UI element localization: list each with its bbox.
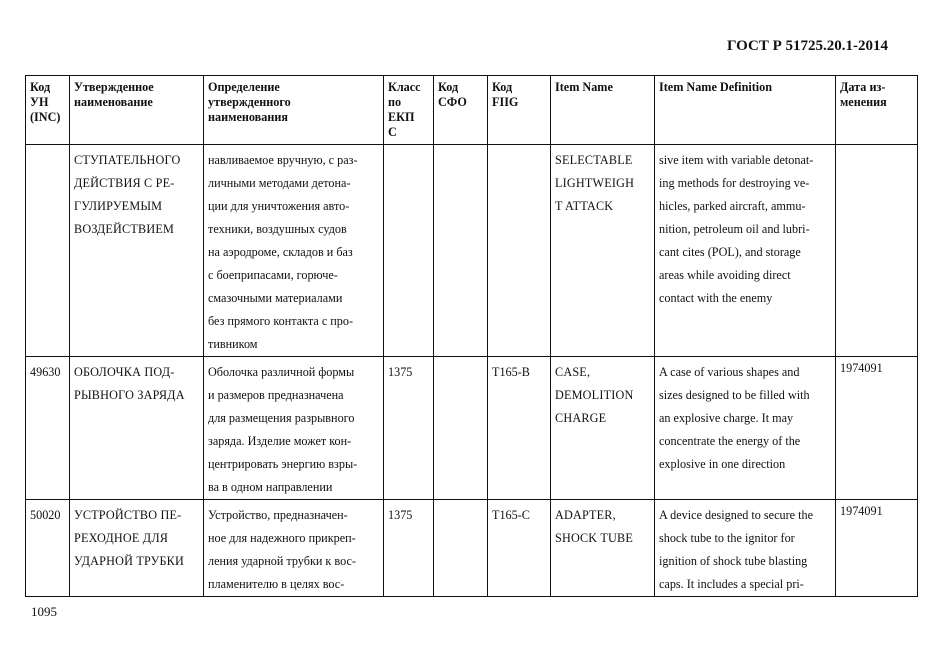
cell-line: cant cites (POL), and storage [659, 245, 801, 259]
cell-line: A device designed to secure the [659, 508, 813, 522]
cell-line: навливаемое вручную, с раз- [208, 153, 358, 167]
cell-value: T165-C [492, 508, 530, 522]
header-line: по [388, 95, 402, 109]
cell-line: РЫВНОГО ЗАРЯДА [74, 388, 185, 402]
cell-line: на аэродроме, складов и баз [208, 245, 353, 259]
cell-line: SELECTABLE [555, 153, 633, 167]
cell-value: T165-B [492, 365, 530, 379]
cell-value: 1375 [388, 365, 413, 379]
cell-class [384, 357, 434, 500]
header-line: наименования [208, 110, 288, 124]
cell-fiig [488, 357, 551, 500]
cell-line: ОБОЛОЧКА ПОД- [74, 365, 175, 379]
cell-line: Устройство, предназначен- [208, 508, 348, 522]
cell-line: an explosive charge. It may [659, 411, 794, 425]
cell-item-definition [655, 357, 836, 500]
cell-line: ГУЛИРУЕМЫМ [74, 199, 163, 213]
cell-line: hicles, parked aircraft, ammu- [659, 199, 806, 213]
column-class [384, 76, 434, 145]
table-row [26, 145, 918, 357]
header-line: Item Name Definition [659, 80, 773, 94]
column-change-date [836, 76, 918, 145]
table-row [26, 357, 918, 500]
header-line: УН [30, 95, 49, 109]
page-number: 1095 [31, 604, 57, 619]
column-code-inc [26, 76, 70, 145]
cell-value: 1375 [388, 508, 413, 522]
header-line: Утвержденное [74, 80, 154, 94]
cell-approved-name [70, 357, 204, 500]
document-code: ГОСТ Р 51725.20.1-2014 [726, 38, 888, 54]
header-line: Дата из- [840, 80, 886, 94]
cell-change-date [836, 500, 918, 597]
cell-value: 49630 [30, 365, 61, 379]
cell-class [384, 145, 434, 357]
cell-line: ing methods for destroying ve- [659, 176, 810, 190]
cell-change-date [836, 357, 918, 500]
catalog-table [25, 75, 918, 597]
cell-sfo [434, 500, 488, 597]
cell-line: ВОЗДЕЙСТВИЕМ [74, 222, 175, 236]
cell-line: caps. It includes a special pri- [659, 577, 804, 591]
cell-line: contact with the enemy [659, 291, 773, 305]
cell-definition [204, 357, 384, 500]
cell-line: nition, petroleum oil and lubri- [659, 222, 810, 236]
cell-line: смазочными материалами [208, 291, 343, 305]
column-item-definition [655, 76, 836, 145]
column-item-name [551, 76, 655, 145]
header-line: (INC) [30, 110, 61, 124]
cell-line: личными методами детона- [208, 176, 351, 190]
table-row [26, 500, 918, 597]
cell-item-definition [655, 145, 836, 357]
header-line: Код [492, 80, 513, 94]
cell-line: пламенителю в целях вос- [208, 577, 345, 591]
column-fiig [488, 76, 551, 145]
cell-line: без прямого контакта с про- [208, 314, 354, 328]
cell-sfo [434, 145, 488, 357]
header-line: Код [438, 80, 459, 94]
cell-value: 1974091 [840, 361, 883, 375]
column-definition [204, 76, 384, 145]
cell-line: для размещения разрывного [208, 411, 355, 425]
header-line: СФО [438, 95, 467, 109]
cell-line: УДАРНОЙ ТРУБКИ [74, 554, 185, 568]
cell-line: с боеприпасами, горюче- [208, 268, 338, 282]
cell-value: 1974091 [840, 504, 883, 518]
header-line: ЕКП [388, 110, 415, 124]
header-line: С [388, 125, 397, 139]
header-line: Item Name [555, 80, 613, 94]
cell-line: concentrate the energy of the [659, 434, 801, 448]
cell-line: CASE, [555, 365, 591, 379]
cell-definition [204, 500, 384, 597]
cell-line: УСТРОЙСТВО ПЕ- [74, 508, 182, 522]
cell-fiig [488, 145, 551, 357]
cell-item-definition [655, 500, 836, 597]
cell-item-name [551, 357, 655, 500]
cell-sfo [434, 357, 488, 500]
cell-line: ADAPTER, [555, 508, 616, 522]
cell-fiig [488, 500, 551, 597]
cell-line: sizes designed to be filled with [659, 388, 810, 402]
cell-line: РЕХОДНОЕ ДЛЯ [74, 531, 169, 545]
cell-line: shock tube to the ignitor for [659, 531, 795, 545]
cell-item-name [551, 145, 655, 357]
column-sfo [434, 76, 488, 145]
cell-line: ва в одном направлении [208, 480, 333, 494]
cell-change-date [836, 145, 918, 357]
cell-line: T ATTACK [555, 199, 614, 213]
cell-line: Оболочка различной формы [208, 365, 355, 379]
cell-line: DEMOLITION [555, 388, 634, 402]
header-line: Код [30, 80, 51, 94]
cell-line: ное для надежного прикреп- [208, 531, 356, 545]
cell-line: sive item with variable detonat- [659, 153, 814, 167]
cell-line: ции для уничтожения авто- [208, 199, 350, 213]
header-line: менения [840, 95, 887, 109]
cell-line: A case of various shapes and [659, 365, 800, 379]
cell-line: explosive in one direction [659, 457, 786, 471]
cell-line: техники, воздушных судов [208, 222, 347, 236]
cell-approved-name [70, 145, 204, 357]
header-line: наименование [74, 95, 153, 109]
cell-item-name [551, 500, 655, 597]
cell-line: тивником [208, 337, 258, 351]
header-line: FIIG [492, 95, 519, 109]
cell-line: LIGHTWEIGH [555, 176, 635, 190]
cell-value: 50020 [30, 508, 61, 522]
cell-line: ления ударной трубки к вос- [208, 554, 356, 568]
cell-line: areas while avoiding direct [659, 268, 791, 282]
cell-line: ignition of shock tube blasting [659, 554, 808, 568]
header-line: Класс [388, 80, 421, 94]
cell-line: заряда. Изделие может кон- [208, 434, 352, 448]
cell-approved-name [70, 500, 204, 597]
cell-line: и размеров предназначена [208, 388, 344, 402]
cell-line: SHOCK TUBE [555, 531, 633, 545]
column-approved-name [70, 76, 204, 145]
cell-code [26, 145, 70, 357]
cell-line: центрировать энергию взры- [208, 457, 358, 471]
cell-line: CHARGE [555, 411, 607, 425]
cell-code [26, 500, 70, 597]
cell-code [26, 357, 70, 500]
header-line: Определение [208, 80, 280, 94]
header-line: утвержденного [208, 95, 291, 109]
header-row [26, 76, 918, 145]
cell-class [384, 500, 434, 597]
cell-definition [204, 145, 384, 357]
cell-line: ДЕЙСТВИЯ С РЕ- [74, 176, 175, 190]
cell-line: СТУПАТЕЛЬНОГО [74, 153, 181, 167]
